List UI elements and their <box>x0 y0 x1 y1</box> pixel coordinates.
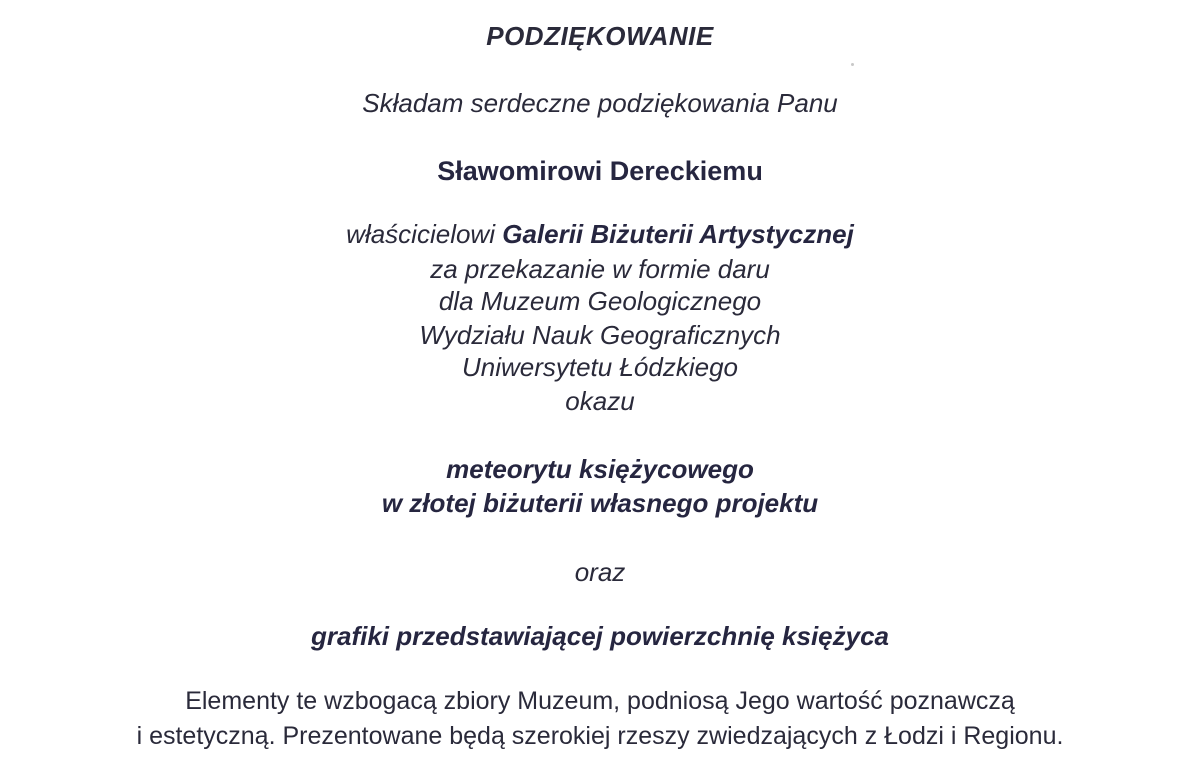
body-line: za przekazanie w formie daru <box>430 254 770 284</box>
body-line: okazu <box>565 386 635 416</box>
gallery-name: Galerii Biżuterii Artystycznej <box>502 219 854 249</box>
owner-prefix: właścicielowi <box>346 219 503 249</box>
conjunction-line: oraz <box>574 557 626 587</box>
paper-speck <box>851 63 854 66</box>
body-line: dla Muzeum Geologicznego <box>438 286 762 316</box>
intro-line: Składam serdeczne podziękowania Panu <box>362 88 838 118</box>
recipient-name: Sławomirowi Dereckiemu <box>437 156 763 186</box>
meteorite-line: meteorytu księżycowego <box>446 454 754 484</box>
closing-line: Elementy te wzbogacą zbiory Muzeum, podniosą Jego wartość poznawczą <box>185 687 1015 715</box>
closing-line: i estetyczną. Prezentowane będą szerokiej rzeszy zwiedzających z Łodzi i Regionu. <box>136 722 1064 750</box>
body-line: Uniwersytetu Łódzkiego <box>461 352 739 382</box>
graphic-line: grafiki przedstawiającej powierzchnię księżyca <box>310 621 890 651</box>
owner-line <box>0 219 1200 250</box>
meteorite-line: w złotej biżuterii własnego projektu <box>381 488 819 518</box>
document-title: PODZIĘKOWANIE <box>486 21 714 51</box>
body-line: Wydziału Nauk Geograficznych <box>419 320 781 350</box>
